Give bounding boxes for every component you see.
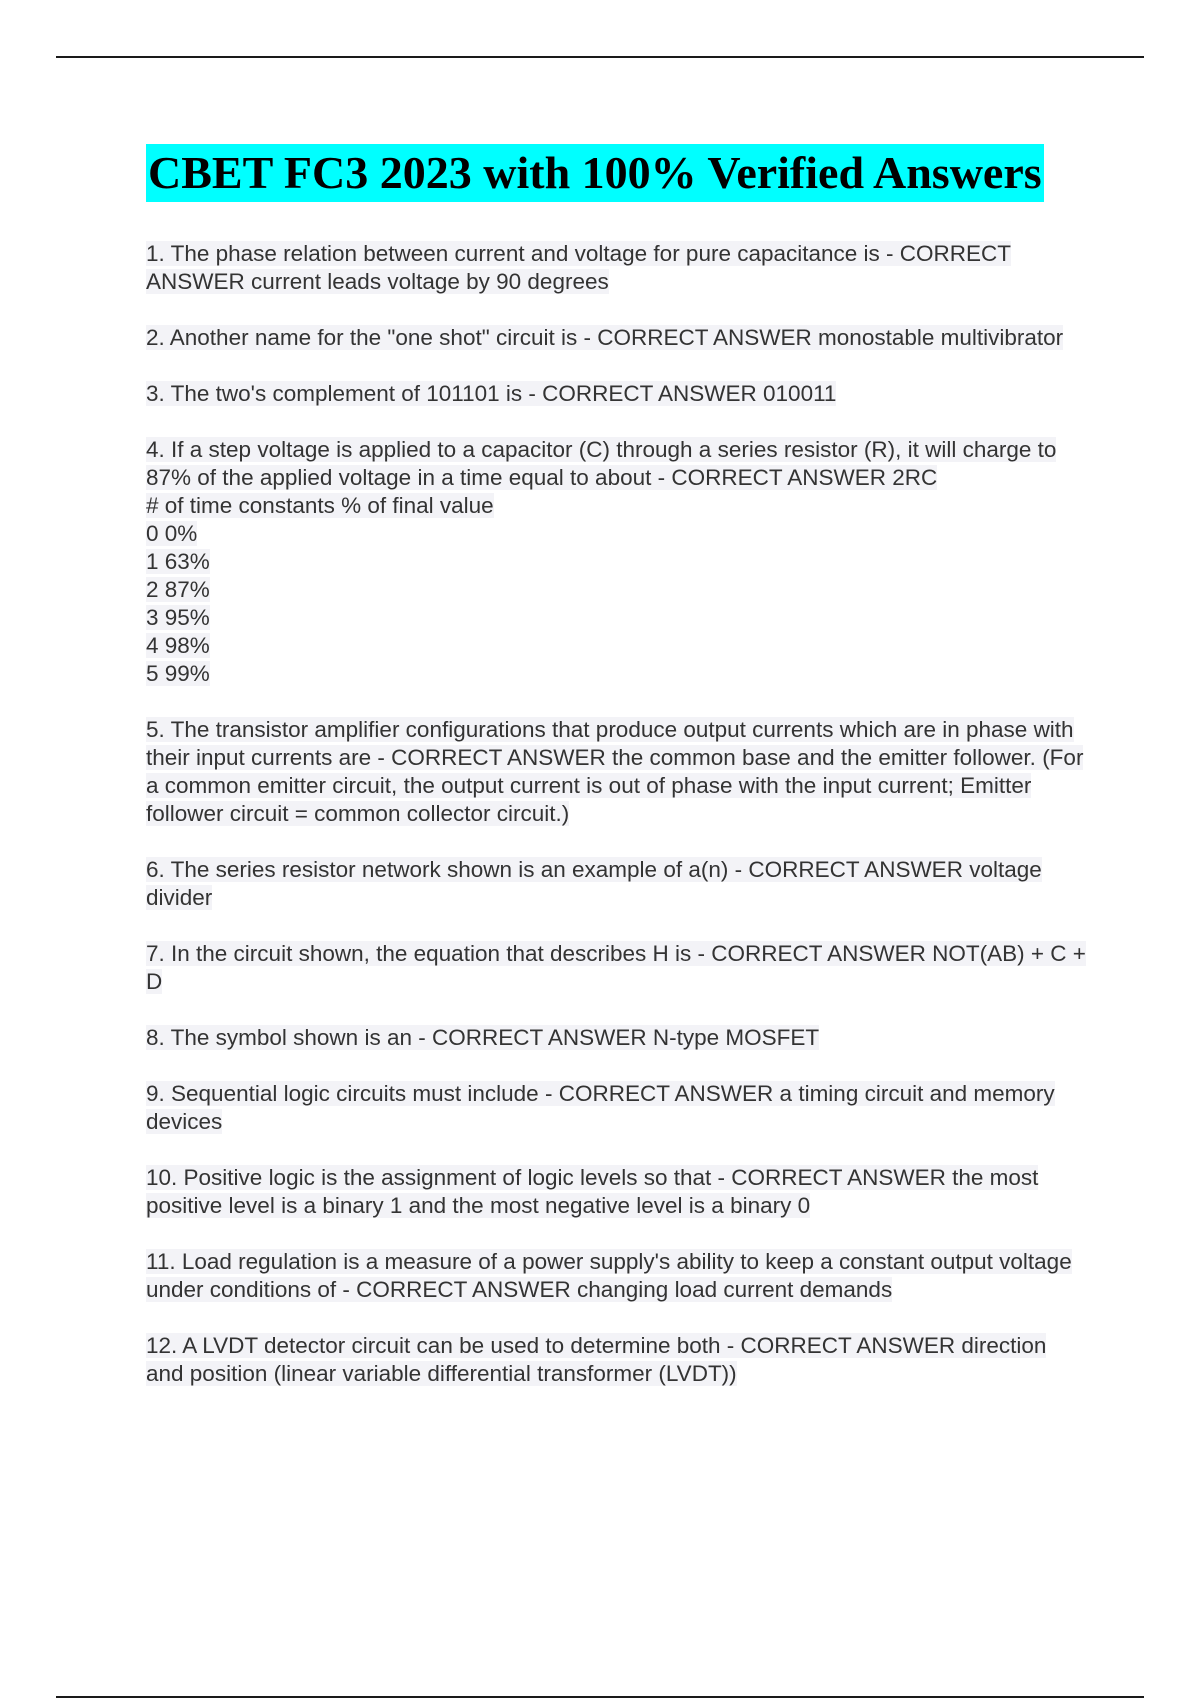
question-item bbox=[146, 856, 1086, 912]
document-body bbox=[146, 144, 1086, 1416]
question-text: 6. The series resistor network shown is an example of a(n) - CORRECT ANSWER voltage divider bbox=[146, 857, 1042, 910]
question-text: 5. The transistor amplifier configurations that produce output currents which are in phase with their input currents are - CORRECT ANSWER the common base and the emitter follower. (For a common emitter circuit, the output current is out of phase with the input current; Emitter follower circuit = common collector circuit.) bbox=[146, 717, 1084, 826]
question-text: 2. Another name for the "one shot" circuit is - CORRECT ANSWER monostable multivibrator bbox=[146, 325, 1064, 350]
question-item bbox=[146, 1332, 1086, 1388]
question-item bbox=[146, 1080, 1086, 1136]
question-item bbox=[146, 1024, 1086, 1052]
table-row: 3 95% bbox=[146, 605, 210, 630]
question-item bbox=[146, 940, 1086, 996]
question-item bbox=[146, 436, 1086, 688]
question-text: 8. The symbol shown is an - CORRECT ANSWER N-type MOSFET bbox=[146, 1025, 820, 1050]
table-row: 0 0% bbox=[146, 521, 198, 546]
table-row: 1 63% bbox=[146, 549, 210, 574]
question-item bbox=[146, 380, 1086, 408]
question-list bbox=[146, 240, 1086, 1388]
question-item bbox=[146, 324, 1086, 352]
title-highlight bbox=[146, 144, 1044, 202]
question-text: 9. Sequential logic circuits must include - CORRECT ANSWER a timing circuit and memory devices bbox=[146, 1081, 1055, 1134]
question-item bbox=[146, 1164, 1086, 1220]
top-rule bbox=[56, 56, 1144, 58]
question-text: 10. Positive logic is the assignment of logic levels so that - CORRECT ANSWER the most positive level is a binary 1 and the most negative level is a binary 0 bbox=[146, 1165, 1039, 1218]
question-text: 4. If a step voltage is applied to a capacitor (C) through a series resistor (R), it will charge to 87% of the applied voltage in a time equal to about - CORRECT ANSWER 2RC bbox=[146, 437, 1057, 490]
table-row: 4 98% bbox=[146, 633, 210, 658]
question-text: 11. Load regulation is a measure of a power supply's ability to keep a constant output voltage under conditions of - CORRECT ANSWER changing load current demands bbox=[146, 1249, 1072, 1302]
table-row: 2 87% bbox=[146, 577, 210, 602]
table-header: # of time constants % of final value bbox=[146, 493, 494, 518]
question-item bbox=[146, 240, 1086, 296]
question-text: 1. The phase relation between current and voltage for pure capacitance is - CORRECT ANSWER current leads voltage by 90 degrees bbox=[146, 241, 1012, 294]
question-text: 3. The two's complement of 101101 is - CORRECT ANSWER 010011 bbox=[146, 381, 837, 406]
question-text: 12. A LVDT detector circuit can be used to determine both - CORRECT ANSWER direction and position (linear variable differential transformer (LVDT)) bbox=[146, 1333, 1047, 1386]
question-item bbox=[146, 716, 1086, 828]
bottom-rule bbox=[56, 1696, 1144, 1698]
table-row: 5 99% bbox=[146, 661, 210, 686]
question-item bbox=[146, 1248, 1086, 1304]
document-title: CBET FC3 2023 with 100% Verified Answers bbox=[148, 147, 1042, 198]
question-text: 7. In the circuit shown, the equation that describes H is - CORRECT ANSWER NOT(AB) + C + D bbox=[146, 941, 1086, 994]
